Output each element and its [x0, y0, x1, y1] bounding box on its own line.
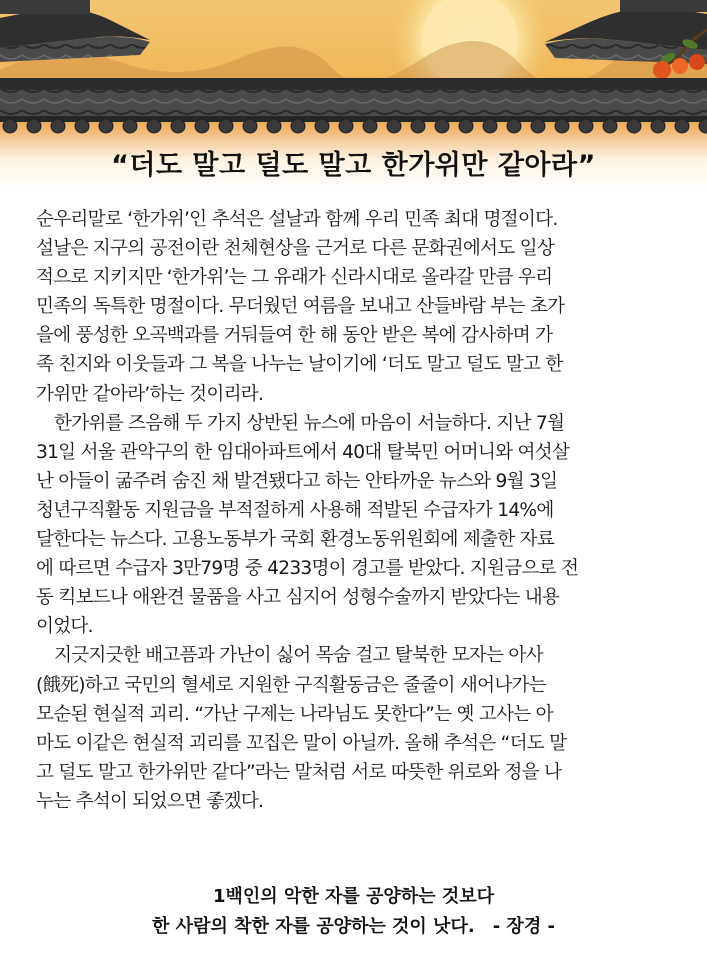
text-line: 에 따르면 수급자 3만79명 중 4233명이 경고를 받았다. 지원금으로 전: [36, 558, 579, 580]
text-line: 지긋지긋한 배고픔과 가난이 싫어 목숨 걸고 탈북한 모자는 아사: [54, 645, 543, 667]
text-line: 누는 추석이 되었으면 좋겠다.: [36, 790, 264, 812]
right-roof-icon: [545, 0, 707, 64]
text-line: 순우리말로 ‘한가위’인 추석은 설날과 함께 우리 민족 최대 명절이다.: [36, 209, 558, 230]
article-paragraph-1: [36, 205, 676, 409]
article-paragraph-2: [36, 409, 676, 642]
article-paragraph-3: [36, 641, 676, 816]
text-line: 족 친지와 이웃들과 그 복을 나누는 날이기에 ‘더도 말고 덜도 말고 한: [36, 354, 563, 376]
text-line: 을에 풍성한 오곡백과를 거둬들여 한 해 동안 받은 복에 감사하며 가: [36, 325, 553, 347]
text-line: 난 아들이 굶주려 숨진 채 발견됐다고 하는 안타까운 뉴스와 9월 3일: [36, 470, 558, 492]
text-line: 이었다.: [36, 616, 93, 638]
text-line: (餓死)하고 국민의 혈세로 지원한 구직활동금은 줄줄이 새어나가는: [36, 674, 546, 696]
quote-line-2-text: 한 사람의 착한 자를 공양하는 것이 낫다.: [152, 916, 475, 937]
text-line: 마도 이같은 현실적 괴리를 꼬집은 말이 아닐까. 올해 추석은 “더도 말: [36, 732, 567, 754]
text-line: 달한다는 뉴스다. 고용노동부가 국회 환경노동위원회에 제출한 자료: [36, 529, 555, 551]
text-line: 가위만 같아라’하는 것이리라.: [36, 383, 264, 405]
page-title: “더도 말고 덜도 말고 한가위만 같아라”: [111, 150, 596, 181]
text-line: 한가위를 즈음해 두 가지 상반된 뉴스에 마음이 서늘하다. 지난 7월: [54, 412, 565, 434]
quote-line-1: 1백인의 악한 자를 공양하는 것보다: [212, 886, 495, 907]
text-line: 고 덜도 말고 한가위만 같다”라는 말처럼 서로 따뜻한 위로와 정을 나: [36, 761, 562, 783]
quote-author: - 장경 -: [492, 916, 555, 937]
quote-line-2: [0, 912, 707, 942]
wall-roof-icon: [0, 78, 707, 133]
text-line: 적으로 지키지만 ‘한가위’는 그 유래가 신라시대로 올라갈 만큼 우리: [36, 267, 553, 289]
article-body: [36, 205, 676, 816]
text-line: 모순된 현실적 괴리. “가난 구제는 나라님도 못한다”는 옛 고사는 아: [36, 703, 553, 725]
text-line: 민족의 독특한 명절이다. 무더웠던 여름을 보내고 산들바람 부는 초가: [36, 296, 565, 318]
text-line: 동 킥보드나 애완견 물품을 사고 심지어 성형수술까지 받았다는 내용: [36, 587, 560, 609]
text-line: 설날은 지구의 공전이란 천체현상을 근거로 다른 문화권에서도 일상: [36, 238, 555, 260]
text-line: 청년구직활동 지원금을 부적절하게 사용해 적발된 수급자가 14%에: [36, 499, 554, 521]
text-line: 31일 서울 관악구의 한 임대아파트에서 40대 탈북민 어머니와 여섯살: [36, 441, 570, 463]
closing-quote: [0, 882, 707, 942]
left-roof-icon: [0, 0, 150, 62]
